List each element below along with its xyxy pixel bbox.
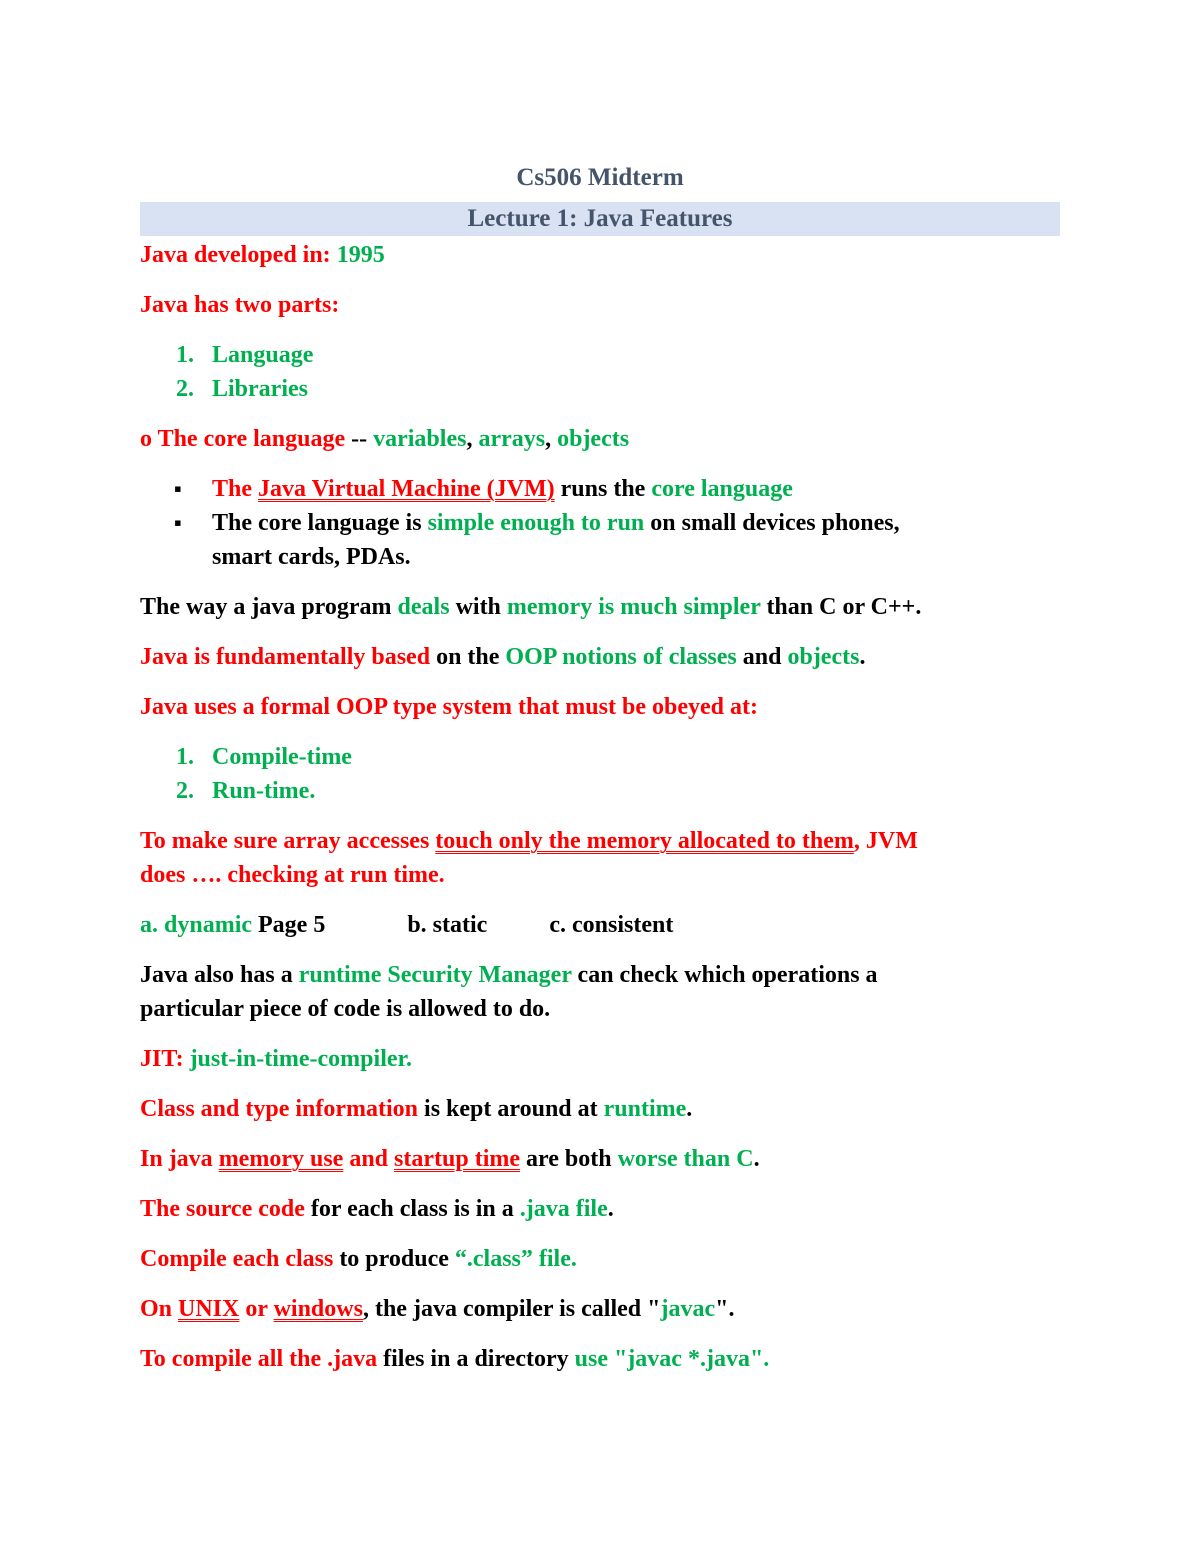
document-page (140, 160, 1060, 1376)
oop-line: Java is fundamentally based on the OOP notions of classes and objects. (140, 644, 866, 670)
memory-startup-line: In java memory use and startup time are both worse than C. (140, 1146, 760, 1172)
two-parts-line: Java has two parts: (140, 292, 340, 318)
answer-options (140, 908, 1060, 942)
parts-list (140, 338, 1060, 406)
security-manager-line: Java also has a runtime Security Manager can check which operations a particular piece of code is allowed to do. (140, 962, 878, 1022)
javac-line: On UNIX or windows, the java compiler is called "javac". (140, 1296, 735, 1322)
bullet-icon: ▪ (174, 476, 182, 501)
core-bullets (140, 472, 1060, 574)
option-a: a. dynamic (140, 912, 253, 938)
array-access-question: To make sure array accesses touch only the memory allocated to them, JVM does …. checking at run time. (140, 828, 918, 888)
compile-all-line: To compile all the .java files in a directory use "javac *.java". (140, 1346, 770, 1372)
java-developed-line: Java developed in: 1995 (140, 242, 385, 268)
bullet-icon: ▪ (174, 510, 182, 535)
list-item: 1. Compile-time (176, 744, 352, 770)
jit-line: JIT: just-in-time-compiler. (140, 1046, 412, 1072)
lecture-banner: Lecture 1: Java Features (140, 202, 1060, 236)
times-list (140, 740, 1060, 808)
document-title: Cs506 Midterm (516, 164, 684, 191)
list-item: 1. Language (176, 342, 314, 368)
option-b: b. static (407, 912, 488, 938)
class-info-line: Class and type information is kept around at runtime. (140, 1096, 693, 1122)
page-ref: Page 5 (252, 912, 326, 938)
list-item: 2. Run-time. (176, 778, 316, 804)
list-item: ▪ The Java Virtual Machine (JVM) runs the core language (140, 472, 1060, 506)
compile-class-line: Compile each class to produce “.class” file. (140, 1246, 577, 1272)
memory-line: The way a java program deals with memory is much simpler than C or C++. (140, 594, 922, 620)
source-code-line: The source code for each class is in a .java file. (140, 1196, 614, 1222)
list-item: ▪ The core language is simple enough to run on small devices phones, smart cards, PDAs. (140, 506, 1060, 574)
type-system-line: Java uses a formal OOP type system that must be obeyed at: (140, 694, 758, 720)
list-item: 2. Libraries (176, 376, 308, 402)
core-language-line: o The core language -- variables, arrays, objects (140, 426, 630, 452)
option-c: c. consistent (549, 912, 674, 938)
